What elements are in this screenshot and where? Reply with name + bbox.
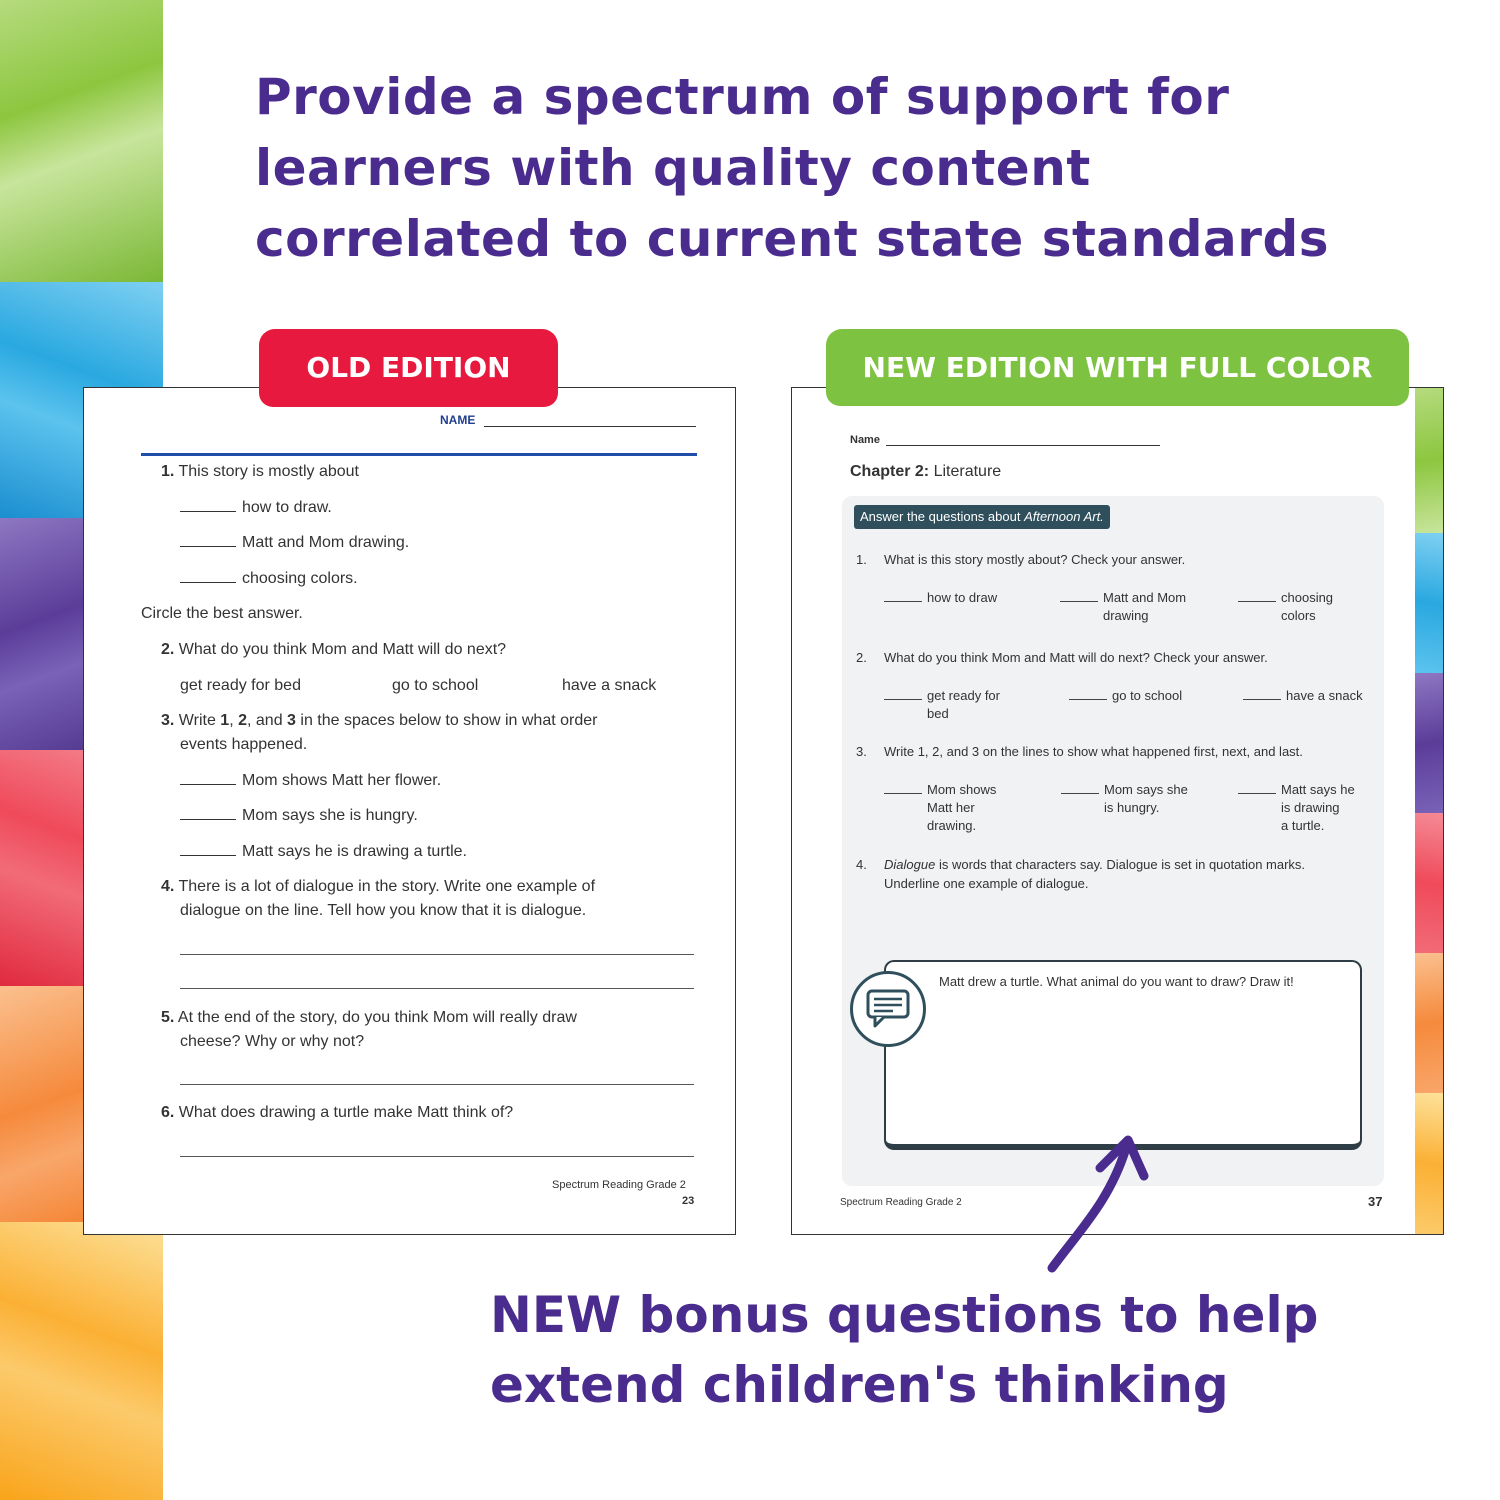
headline-line-1: Provide a spectrum of support for [255,68,1230,126]
choice: go to school [392,677,479,694]
chapter-heading: Chapter 2: Literature [850,463,1002,480]
question-2-number: 2. [856,650,867,665]
answer-option: get ready for bed [884,687,1000,723]
color-tabs-decoration [1415,388,1443,1234]
name-label: NAME [440,413,476,427]
choice: have a snack [562,677,657,694]
page-footer: Spectrum Reading Grade 2 [552,1179,686,1191]
answer-option: choosing colors. [180,570,358,588]
answer-option: how to draw [884,589,997,607]
question-4-number: 4. [856,857,867,872]
answer-option: Matt and Mom drawing. [180,534,409,552]
question-4: Dialogue is words that characters say. Dialogue is set in quotation marks. [884,857,1306,872]
question-6: 6. What does drawing a turtle make Matt think of? [161,1104,514,1121]
header-rule [141,453,697,456]
answer-option: Matt and Mom drawing [1060,589,1186,625]
question-2: What do you think Mom and Matt will do next? Check your answer. [884,650,1268,665]
answer-option: Mom says she is hungry. [1061,781,1188,817]
question-4: 4. There is a lot of dialogue in the story. Write one example of [161,878,596,895]
answer-option: choosing colors [1238,589,1333,625]
question-1-number: 1. [856,552,867,567]
circle-instruction: Circle the best answer. [141,605,303,622]
bonus-prompt: Matt drew a turtle. What animal do you want to draw? Draw it! [939,974,1294,989]
question-5-line-2: cheese? Why or why not? [180,1033,365,1050]
arrow-icon [1040,1130,1160,1280]
headline-line-2: learners with quality content [255,139,1091,197]
answer-option: have a snack [1243,687,1363,705]
answer-option: how to draw. [180,499,332,517]
answer-line [180,1156,694,1157]
answer-line [180,1084,694,1085]
answer-option: go to school [1069,687,1182,705]
new-edition-tag: NEW EDITION WITH FULL COLOR [826,329,1409,406]
answer-option: Mom shows Matt her drawing. [884,781,996,835]
name-line [886,445,1160,446]
headline-line-3: correlated to current state standards [255,210,1329,268]
bonus-caption [490,1280,1490,1420]
answer-line [180,988,694,989]
question-2: 2. What do you think Mom and Matt will do next? [161,641,507,658]
answer-line [180,954,694,955]
question-3-line-2: events happened. [180,736,308,753]
bonus-caption-line-1: NEW bonus questions to help [490,1286,1319,1344]
headline [255,62,1455,275]
question-1: What is this story mostly about? Check your answer. [884,552,1186,567]
question-4-line-2: dialogue on the line. Tell how you know that it is dialogue. [180,902,587,919]
page-footer: Spectrum Reading Grade 2 [840,1197,962,1208]
old-edition-page [83,387,736,1235]
question-3-number: 3. [856,744,867,759]
chat-bubble-icon [850,971,926,1047]
question-3: Write 1, 2, and 3 on the lines to show what happened first, next, and last. [884,744,1303,759]
bonus-caption-line-2: extend children's thinking [490,1356,1229,1414]
answer-option: Mom shows Matt her flower. [180,772,441,790]
question-4-line-2: Underline one example of dialogue. [884,876,1089,891]
question-5: 5. At the end of the story, do you think Mom will really draw [161,1009,577,1026]
question-3: 3. Write 1, 2, and 3 in the spaces below to show in what order [161,712,598,729]
instruction-pill: Answer the questions about Afternoon Art. [854,505,1110,529]
question-1: 1. This story is mostly about [161,463,359,480]
name-label: Name [850,434,880,446]
page-number: 23 [682,1195,695,1207]
name-line [484,426,696,427]
answer-option: Matt says he is drawing a turtle. [180,843,467,861]
answer-option: Mom says she is hungry. [180,807,418,825]
old-edition-tag: OLD EDITION [259,329,558,407]
new-edition-page [791,387,1444,1235]
page-number: 37 [1368,1194,1383,1209]
choice: get ready for bed [180,677,301,694]
answer-option: Matt says he is drawing a turtle. [1238,781,1355,835]
